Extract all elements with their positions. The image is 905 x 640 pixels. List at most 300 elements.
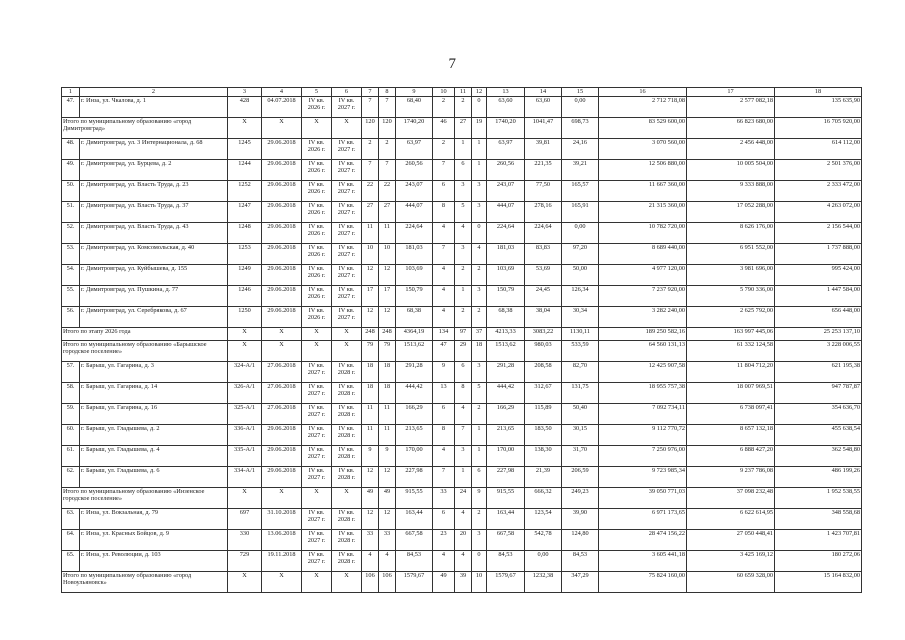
table-cell: 33	[379, 530, 396, 551]
table-cell: 2 456 448,00	[687, 139, 775, 160]
table-cell: 39,90	[562, 509, 599, 530]
table-cell: 23	[433, 530, 455, 551]
table-cell: 7	[362, 160, 379, 181]
table-cell: 354 636,70	[775, 404, 862, 425]
table-cell: 79	[362, 341, 379, 362]
table-cell: 2 333 472,00	[775, 181, 862, 202]
table-cell: 18	[472, 341, 487, 362]
table-cell: 83 529 600,00	[599, 118, 687, 139]
table-cell: 1513,62	[487, 341, 525, 362]
table-cell: 2	[433, 139, 455, 160]
table-cell: 11	[379, 425, 396, 446]
table-cell: 9 237 786,08	[687, 467, 775, 488]
table-cell: X	[302, 488, 332, 509]
table-cell: 243,07	[487, 181, 525, 202]
table-cell: 53.	[62, 244, 80, 265]
table-cell: IV кв. 2027 г.	[302, 467, 332, 488]
table-cell: IV кв. 2027 г.	[332, 97, 362, 118]
table-cell: 29.06.2018	[262, 425, 302, 446]
table-cell: X	[262, 118, 302, 139]
table-cell: IV кв. 2026 г.	[302, 244, 332, 265]
table-cell: г. Димитровград, ул. Пушкина, д. 77	[80, 286, 228, 307]
table-row	[62, 265, 862, 286]
column-number-row	[62, 88, 862, 97]
table-cell: 131,75	[562, 383, 599, 404]
table-cell: 947 787,87	[775, 383, 862, 404]
table-cell: 224,64	[525, 223, 562, 244]
table-cell: 2	[455, 265, 472, 286]
table-cell: IV кв. 2027 г.	[332, 307, 362, 328]
table-cell: 27.06.2018	[262, 404, 302, 425]
table-cell: 33	[362, 530, 379, 551]
table-cell: 135 635,90	[775, 97, 862, 118]
table-cell: 7	[433, 467, 455, 488]
table-cell: 208,58	[525, 362, 562, 383]
table-cell: X	[332, 488, 362, 509]
table-cell: 31,70	[562, 446, 599, 467]
table-cell: 227,98	[487, 467, 525, 488]
table-cell: 6	[433, 509, 455, 530]
table-cell: IV кв. 2028 г.	[332, 467, 362, 488]
table-cell: 5	[455, 202, 472, 223]
table-cell: IV кв. 2027 г.	[332, 160, 362, 181]
table-cell: 6 951 552,00	[687, 244, 775, 265]
page-number: 7	[448, 56, 457, 72]
table-cell: 24	[455, 488, 472, 509]
table-cell: 10	[379, 244, 396, 265]
table-row	[62, 362, 862, 383]
table-cell: г. Димитровград, ул. Власть Труда, д. 43	[80, 223, 228, 244]
table-cell: 29.06.2018	[262, 202, 302, 223]
table-cell: 65.	[62, 551, 80, 572]
table-cell: 29.06.2018	[262, 265, 302, 286]
table-cell: 249,23	[562, 488, 599, 509]
table-cell: 16 705 920,00	[775, 118, 862, 139]
table-row	[62, 425, 862, 446]
column-number: 12	[472, 88, 487, 97]
table-cell: IV кв. 2027 г.	[332, 244, 362, 265]
table-cell: 2 625 792,00	[687, 307, 775, 328]
table-cell: 27	[455, 118, 472, 139]
table-cell: IV кв. 2027 г.	[332, 265, 362, 286]
table-cell: X	[332, 328, 362, 341]
table-cell: 2 501 376,00	[775, 160, 862, 181]
table-cell: 1	[472, 160, 487, 181]
table-row	[62, 244, 862, 265]
table-cell: 11 667 360,00	[599, 181, 687, 202]
table-cell: 278,16	[525, 202, 562, 223]
table-cell: 49.	[62, 160, 80, 181]
table-cell: 165,91	[562, 202, 599, 223]
table-cell: 224,64	[487, 223, 525, 244]
table-cell: 656 448,00	[775, 307, 862, 328]
table-cell: 1245	[228, 139, 262, 160]
subtotal-row	[62, 328, 862, 341]
table-cell: 49	[362, 488, 379, 509]
table-cell: 4213,33	[487, 328, 525, 341]
table-cell: 0	[472, 97, 487, 118]
column-number: 16	[599, 88, 687, 97]
table-cell: X	[228, 118, 262, 139]
table-cell: 37	[472, 328, 487, 341]
table-cell: 729	[228, 551, 262, 572]
table-cell: 3 981 696,00	[687, 265, 775, 286]
table-cell: X	[302, 118, 332, 139]
table-cell: 347,29	[562, 572, 599, 593]
column-number: 11	[455, 88, 472, 97]
table-cell: 63,97	[487, 139, 525, 160]
table-cell: 49	[379, 488, 396, 509]
table-cell: 37 098 232,48	[687, 488, 775, 509]
table-cell: 63.	[62, 509, 80, 530]
table-cell: 170,00	[487, 446, 525, 467]
table-cell: 63,97	[396, 139, 433, 160]
table-cell: 9	[472, 488, 487, 509]
table-cell: г. Димитровград, ул. 3 Интернационала, д. 68	[80, 139, 228, 160]
table-cell: 83,83	[525, 244, 562, 265]
table-cell: г. Димитровград, ул. Комсомольская, д. 40	[80, 244, 228, 265]
table-cell: 27.06.2018	[262, 383, 302, 404]
table-cell: 9 723 985,34	[599, 467, 687, 488]
table-cell: 11	[362, 404, 379, 425]
table-cell: 8 657 132,18	[687, 425, 775, 446]
table-cell: 4	[433, 223, 455, 244]
table-cell: 51.	[62, 202, 80, 223]
table-cell: 11 804 712,20	[687, 362, 775, 383]
table-cell: IV кв. 2027 г.	[332, 223, 362, 244]
table-cell: 12	[362, 467, 379, 488]
table-row	[62, 530, 862, 551]
table-cell: 0,00	[562, 97, 599, 118]
table-cell: 7	[379, 160, 396, 181]
table-cell: Итого по муниципальному образованию «город Новоульяновск»	[62, 572, 228, 593]
table-row	[62, 446, 862, 467]
table-cell: 1	[472, 446, 487, 467]
table-cell: X	[228, 488, 262, 509]
table-cell: 47	[433, 341, 455, 362]
table-cell: 18	[379, 362, 396, 383]
table-row	[62, 383, 862, 404]
table-cell: 1232,38	[525, 572, 562, 593]
table-cell: 4364,19	[396, 328, 433, 341]
table-cell: 325-А/1	[228, 404, 262, 425]
table-cell: 227,98	[396, 467, 433, 488]
table-cell: 120	[362, 118, 379, 139]
table-cell: г. Димитровград, ул. Власть Труда, д. 23	[80, 181, 228, 202]
table-cell: 915,55	[396, 488, 433, 509]
table-cell: IV кв. 2028 г.	[332, 509, 362, 530]
table-cell: 915,55	[487, 488, 525, 509]
table-cell: 213,65	[396, 425, 433, 446]
table-cell: 8	[455, 383, 472, 404]
column-number: 2	[80, 88, 228, 97]
table-cell: 165,57	[562, 181, 599, 202]
table-cell: 84,53	[487, 551, 525, 572]
table-cell: 28 474 156,22	[599, 530, 687, 551]
table-cell: 55.	[62, 286, 80, 307]
table-cell: 84,53	[396, 551, 433, 572]
table-cell: 77,50	[525, 181, 562, 202]
table-cell: 1	[455, 286, 472, 307]
column-number: 6	[332, 88, 362, 97]
table-cell: 0	[472, 551, 487, 572]
table-cell: 206,59	[562, 467, 599, 488]
table-cell: 189 250 582,16	[599, 328, 687, 341]
table-cell: 12	[379, 467, 396, 488]
table-cell: 2 156 544,00	[775, 223, 862, 244]
table-cell: 11	[362, 223, 379, 244]
table-cell: 224,64	[396, 223, 433, 244]
table-cell: 334-А/1	[228, 467, 262, 488]
table-cell: 29.06.2018	[262, 223, 302, 244]
table-cell: 260,56	[396, 160, 433, 181]
table-cell: 29.06.2018	[262, 181, 302, 202]
table-cell: 1	[455, 467, 472, 488]
table-cell: IV кв. 2027 г.	[332, 139, 362, 160]
table-cell: IV кв. 2026 г.	[302, 202, 332, 223]
table-cell: 27.06.2018	[262, 362, 302, 383]
column-number: 15	[562, 88, 599, 97]
table-cell: г. Димитровград, ул. Серебрякова, д. 67	[80, 307, 228, 328]
table-cell: 4	[455, 509, 472, 530]
table-cell: 18	[362, 383, 379, 404]
table-cell: г. Барыш, ул. Гагарина, д. 14	[80, 383, 228, 404]
table-cell: г. Димитровград, ул. Власть Труда, д. 37	[80, 202, 228, 223]
column-number: 4	[262, 88, 302, 97]
table-cell: 2	[472, 404, 487, 425]
table-cell: 312,67	[525, 383, 562, 404]
table-cell: 4	[433, 551, 455, 572]
table-cell: 1248	[228, 223, 262, 244]
table-cell: 18 955 757,38	[599, 383, 687, 404]
table-cell: 4	[433, 446, 455, 467]
table-cell: 24,16	[562, 139, 599, 160]
table-cell: 2 712 718,08	[599, 97, 687, 118]
column-number: 18	[775, 88, 862, 97]
table-cell: 29.06.2018	[262, 446, 302, 467]
table-cell: 4	[455, 404, 472, 425]
table-cell: 1 952 538,55	[775, 488, 862, 509]
table-row	[62, 202, 862, 223]
table-cell: 666,32	[525, 488, 562, 509]
table-cell: 6	[433, 181, 455, 202]
column-number: 1	[62, 88, 80, 97]
table-cell: 0,00	[525, 551, 562, 572]
table-cell: 1740,20	[487, 118, 525, 139]
table-cell: 62.	[62, 467, 80, 488]
table-cell: 221,35	[525, 160, 562, 181]
table-row	[62, 97, 862, 118]
table-cell: 29.06.2018	[262, 467, 302, 488]
table-cell: 4 263 072,00	[775, 202, 862, 223]
table-cell: Итого по муниципальному образованию «город Димитровград»	[62, 118, 228, 139]
table-cell: 291,28	[487, 362, 525, 383]
table-cell: 25 253 137,10	[775, 328, 862, 341]
table-cell: 243,07	[396, 181, 433, 202]
table-cell: IV кв. 2026 г.	[302, 139, 332, 160]
table-cell: IV кв. 2027 г.	[302, 425, 332, 446]
table-row	[62, 160, 862, 181]
table-cell: 6	[433, 404, 455, 425]
table-cell: 29.06.2018	[262, 139, 302, 160]
table-cell: 698,73	[562, 118, 599, 139]
table-cell: 64 560 131,13	[599, 341, 687, 362]
table-cell: 3 605 441,18	[599, 551, 687, 572]
table-cell: г. Барыш, ул. Гладышева, д. 6	[80, 467, 228, 488]
table-cell: 12	[362, 307, 379, 328]
housing-program-table	[61, 87, 862, 593]
table-cell: 8	[433, 202, 455, 223]
table-cell: 12	[379, 509, 396, 530]
table-cell: 3083,22	[525, 328, 562, 341]
table-cell: 38,04	[525, 307, 562, 328]
table-cell: 7 250 976,00	[599, 446, 687, 467]
table-row	[62, 181, 862, 202]
table-cell: 5 790 336,00	[687, 286, 775, 307]
table-cell: IV кв. 2028 г.	[332, 446, 362, 467]
table-cell: 1041,47	[525, 118, 562, 139]
table-cell: 1253	[228, 244, 262, 265]
subtotal-row	[62, 488, 862, 509]
table-cell: 1249	[228, 265, 262, 286]
table-cell: 54.	[62, 265, 80, 286]
table-cell: г. Димитровград, ул. Бурцева, д. 2	[80, 160, 228, 181]
table-cell: 9	[433, 362, 455, 383]
table-cell: 50,40	[562, 404, 599, 425]
table-cell: IV кв. 2026 г.	[302, 286, 332, 307]
table-cell: 68,38	[396, 307, 433, 328]
table-cell: 1	[455, 139, 472, 160]
table-cell: 84,53	[562, 551, 599, 572]
table-cell: 6 738 097,41	[687, 404, 775, 425]
table-cell: X	[332, 118, 362, 139]
table-cell: 30,34	[562, 307, 599, 328]
table-cell: 9	[379, 446, 396, 467]
table-cell: 248	[379, 328, 396, 341]
table-cell: 64.	[62, 530, 80, 551]
column-number: 13	[487, 88, 525, 97]
table-cell: г. Барыш, ул. Гагарина, д. 16	[80, 404, 228, 425]
table-cell: IV кв. 2028 г.	[332, 404, 362, 425]
column-number: 5	[302, 88, 332, 97]
table-cell: 11	[362, 425, 379, 446]
table-cell: 4	[472, 244, 487, 265]
table-cell: 2	[379, 139, 396, 160]
table-cell: 533,59	[562, 341, 599, 362]
table-cell: 667,58	[487, 530, 525, 551]
table-cell: г. Барыш, ул. Гладышева, д. 4	[80, 446, 228, 467]
table-cell: 1579,67	[396, 572, 433, 593]
subtotal-row	[62, 118, 862, 139]
table-cell: 61 332 124,58	[687, 341, 775, 362]
table-cell: IV кв. 2028 г.	[332, 530, 362, 551]
table-cell: 1579,67	[487, 572, 525, 593]
table-row	[62, 467, 862, 488]
table-cell: 1	[472, 139, 487, 160]
table-cell: X	[302, 328, 332, 341]
table-cell: 8 626 176,00	[687, 223, 775, 244]
table-cell: 6 622 614,95	[687, 509, 775, 530]
table-cell: 53,69	[525, 265, 562, 286]
table-cell: 6	[472, 467, 487, 488]
table-cell: IV кв. 2027 г.	[332, 202, 362, 223]
table-cell: 3	[472, 181, 487, 202]
table-cell: 56.	[62, 307, 80, 328]
table-row	[62, 307, 862, 328]
table-cell: IV кв. 2027 г.	[302, 530, 332, 551]
table-cell: X	[228, 572, 262, 593]
table-cell: 4	[433, 265, 455, 286]
table-cell: 1	[472, 425, 487, 446]
table-cell: 49	[433, 572, 455, 593]
column-number: 8	[379, 88, 396, 97]
table-cell: 79	[379, 341, 396, 362]
table-cell: 97,20	[562, 244, 599, 265]
table-cell: Итого по муниципальному образованию «Инзенское городское поселение»	[62, 488, 228, 509]
table-cell: 19.11.2018	[262, 551, 302, 572]
table-cell: 17	[362, 286, 379, 307]
table-cell: 57.	[62, 362, 80, 383]
column-number: 3	[228, 88, 262, 97]
table-cell: IV кв. 2027 г.	[302, 383, 332, 404]
table-cell: 124,80	[562, 530, 599, 551]
table-cell: 444,42	[396, 383, 433, 404]
table-cell: 29.06.2018	[262, 244, 302, 265]
table-cell: 4	[455, 223, 472, 244]
table-cell: 444,07	[487, 202, 525, 223]
table-cell: IV кв. 2026 г.	[302, 97, 332, 118]
table-cell: 181,03	[396, 244, 433, 265]
table-cell: 4	[433, 286, 455, 307]
table-cell: IV кв. 2028 г.	[332, 362, 362, 383]
table-cell: IV кв. 2027 г.	[332, 181, 362, 202]
table-cell: Итого по этапу 2026 года	[62, 328, 228, 341]
table-cell: 61.	[62, 446, 80, 467]
table-cell: 248	[362, 328, 379, 341]
table-cell: 27 050 448,41	[687, 530, 775, 551]
table-cell: 10	[472, 572, 487, 593]
table-cell: 30,15	[562, 425, 599, 446]
table-cell: 22	[379, 181, 396, 202]
table-cell: 330	[228, 530, 262, 551]
table-cell: 667,58	[396, 530, 433, 551]
table-cell: 9 333 888,00	[687, 181, 775, 202]
table-cell: IV кв. 2028 г.	[332, 425, 362, 446]
table-cell: IV кв. 2028 г.	[332, 551, 362, 572]
table-cell: 11	[379, 223, 396, 244]
table-cell: 29.06.2018	[262, 307, 302, 328]
table-cell: IV кв. 2026 г.	[302, 181, 332, 202]
table-cell: 2	[362, 139, 379, 160]
table-cell: 0,00	[562, 223, 599, 244]
table-cell: 2	[472, 265, 487, 286]
table-cell: IV кв. 2027 г.	[302, 446, 332, 467]
table-cell: 10	[362, 244, 379, 265]
table-cell: 120	[379, 118, 396, 139]
table-cell: 15 164 832,00	[775, 572, 862, 593]
table-cell: IV кв. 2026 г.	[302, 160, 332, 181]
table-cell: IV кв. 2026 г.	[302, 307, 332, 328]
table-cell: IV кв. 2027 г.	[302, 362, 332, 383]
table-cell: 2 577 082,18	[687, 97, 775, 118]
table-cell: 181,03	[487, 244, 525, 265]
table-cell: 336-А/1	[228, 425, 262, 446]
table-cell: 163,44	[396, 509, 433, 530]
table-row	[62, 509, 862, 530]
table-cell: 621 195,38	[775, 362, 862, 383]
table-cell: 4	[455, 551, 472, 572]
table-cell: г. Инза, ул. Чкалова, д. 1	[80, 97, 228, 118]
